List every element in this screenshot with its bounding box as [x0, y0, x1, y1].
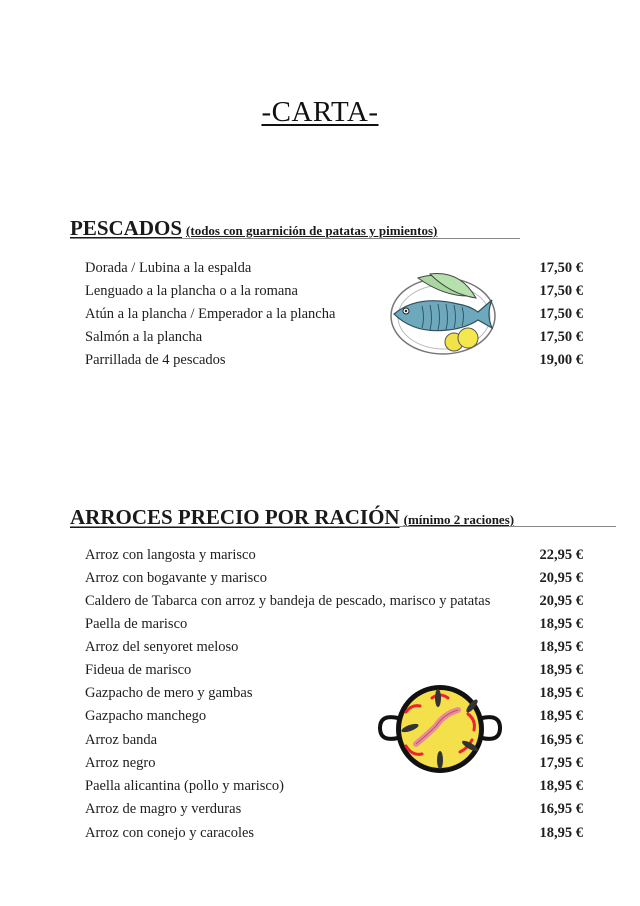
menu-item-name: Parrillada de 4 pescados — [85, 352, 226, 368]
section-underline — [70, 526, 616, 527]
menu-item-price: 20,95 € — [539, 570, 583, 586]
menu-item-price: 16,95 € — [539, 732, 583, 748]
menu-item-name: Gazpacho manchego — [85, 708, 207, 724]
menu-item-name: Lenguado a la plancha o a la romana — [85, 283, 298, 299]
menu-item-name: Arroz del senyoret meloso — [85, 639, 239, 655]
section-title: PESCADOS — [70, 216, 183, 240]
menu-item-name: Arroz negro — [85, 755, 156, 771]
menu-item-price: 16,95 € — [539, 801, 583, 817]
menu-item-price: 17,50 € — [539, 283, 583, 299]
menu-item-name: Caldero de Tabarca con arroz y bandeja de pescado, marisco y patatas — [85, 593, 491, 609]
page-title: -CARTA- — [261, 96, 379, 128]
paella-pan-icon — [376, 684, 504, 774]
section-title: ARROCES PRECIO POR RACIÓN — [70, 505, 400, 529]
menu-item-name: Arroz de magro y verduras — [85, 801, 242, 817]
menu-item-price: 18,95 € — [539, 685, 583, 701]
menu-item-price: 17,95 € — [539, 755, 583, 771]
menu-item-name: Fideua de marisco — [85, 662, 192, 678]
menu-item-price: 18,95 € — [539, 662, 583, 678]
menu-item-name: Paella de marisco — [85, 616, 188, 632]
menu-item-name: Arroz con langosta y marisco — [85, 547, 256, 563]
menu-item-price: 18,95 € — [539, 639, 583, 655]
menu-item-price: 22,95 € — [539, 547, 583, 563]
menu-item-name: Arroz con bogavante y marisco — [85, 570, 267, 586]
menu-item-price: 20,95 € — [539, 593, 583, 609]
menu-item-price: 17,50 € — [539, 260, 583, 276]
section-note: (todos con guarnición de patatas y pimientos) — [186, 223, 438, 238]
menu-item-price: 18,95 € — [539, 825, 583, 841]
menu-item-price: 17,50 € — [539, 306, 583, 322]
menu-item-price: 18,95 € — [539, 616, 583, 632]
fish-plate-icon — [388, 266, 498, 358]
menu-item-price: 19,00 € — [539, 352, 583, 368]
menu-item-name: Paella alicantina (pollo y marisco) — [85, 778, 284, 794]
menu-item-name: Gazpacho de mero y gambas — [85, 685, 253, 701]
section-note: (mínimo 2 raciones) — [403, 512, 515, 527]
section-underline — [70, 238, 520, 239]
menu-item-name: Dorada / Lubina a la espalda — [85, 260, 252, 276]
menu-item-price: 18,95 € — [539, 708, 583, 724]
menu-item-price: 18,95 € — [539, 778, 583, 794]
menu-item-name: Salmón a la plancha — [85, 329, 203, 345]
menu-item-name: Atún a la plancha / Emperador a la plancha — [85, 306, 336, 322]
menu-item-price: 17,50 € — [539, 329, 583, 345]
menu-item-name: Arroz banda — [85, 732, 158, 748]
menu-item-name: Arroz con conejo y caracoles — [85, 825, 255, 841]
